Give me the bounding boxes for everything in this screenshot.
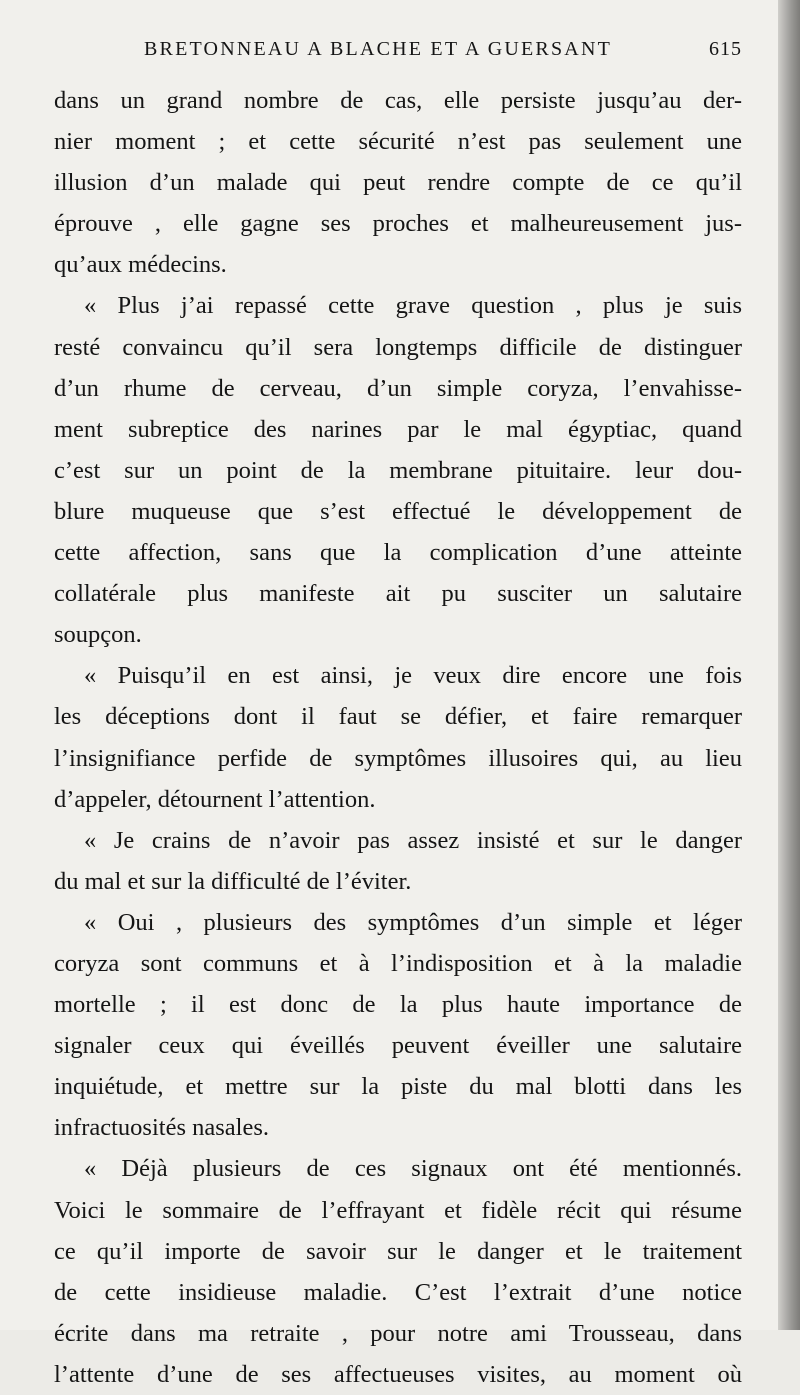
text-line: coryza sont communs et à l’indisposition et à la maladie: [54, 949, 742, 977]
page-number: 615: [709, 38, 742, 60]
text-line: écrite dans ma retraite , pour notre ami Trousseau, dans: [54, 1319, 742, 1347]
text-line: de cette insidieuse maladie. C’est l’extrait d’une notice: [54, 1278, 742, 1306]
page-header: [54, 34, 742, 64]
text-line: « Oui , plusieurs des symptômes d’un simple et léger: [84, 908, 742, 936]
text-line: c’est sur un point de la membrane pituitaire. leur dou-: [54, 456, 742, 484]
text-line: Voici le sommaire de l’effrayant et fidèle récit qui résume: [54, 1196, 742, 1224]
running-title: BRETONNEAU A BLACHE ET A GUERSANT: [144, 38, 613, 60]
text-line: « Plus j’ai repassé cette grave question , plus je suis: [84, 292, 742, 320]
text-line: l’attente d’une de ses affectueuses visites, au moment où: [54, 1360, 742, 1388]
text-line: les déceptions dont il faut se défier, et faire remarquer: [54, 703, 742, 731]
text-line: soupçon.: [54, 621, 142, 649]
text-line: d’un rhume de cerveau, d’un simple coryza, l’envahisse-: [54, 374, 742, 402]
text-line: dans un grand nombre de cas, elle persiste jusqu’au der-: [54, 87, 742, 114]
text-line: infractuosités nasales.: [54, 1114, 269, 1142]
text-line: éprouve , elle gagne ses proches et malheureusement jus-: [54, 210, 742, 238]
text-line: du mal et sur la difficulté de l’éviter.: [54, 867, 412, 895]
text-line: signaler ceux qui éveillés peuvent éveiller une salutaire: [54, 1032, 742, 1060]
text-line: ce qu’il importe de savoir sur le danger et le traitement: [54, 1237, 742, 1265]
text-line: « Puisqu’il en est ainsi, je veux dire encore une fois: [84, 662, 742, 690]
text-line: collatérale plus manifeste ait pu susciter un salutaire: [54, 580, 742, 608]
page-edge-shadow: [778, 0, 800, 1330]
text-line: resté convaincu qu’il sera longtemps difficile de distinguer: [54, 333, 742, 361]
text-line: qu’aux médecins.: [54, 251, 227, 279]
text-line: inquiétude, et mettre sur la piste du mal blotti dans les: [54, 1073, 742, 1101]
text-line: « Je crains de n’avoir pas assez insisté et sur le danger: [84, 826, 742, 854]
text-line: d’appeler, détournent l’attention.: [54, 785, 376, 813]
text-line: blure muqueuse que s’est effectué le développement de: [54, 497, 742, 525]
text-line: mortelle ; il est donc de la plus haute importance de: [54, 991, 742, 1019]
body-text: [54, 80, 742, 1395]
text-line: « Déjà plusieurs de ces signaux ont été mentionnés.: [84, 1155, 742, 1183]
text-line: cette affection, sans que la complication d’une atteinte: [54, 539, 742, 567]
text-line: l’insignifiance perfide de symptômes illusoires qui, au lieu: [54, 744, 742, 772]
text-line: illusion d’un malade qui peut rendre compte de ce qu’il: [54, 169, 742, 197]
text-line: nier moment ; et cette sécurité n’est pas seulement une: [54, 128, 742, 156]
text-line: ment subreptice des narines par le mal égyptiac, quand: [54, 415, 742, 443]
